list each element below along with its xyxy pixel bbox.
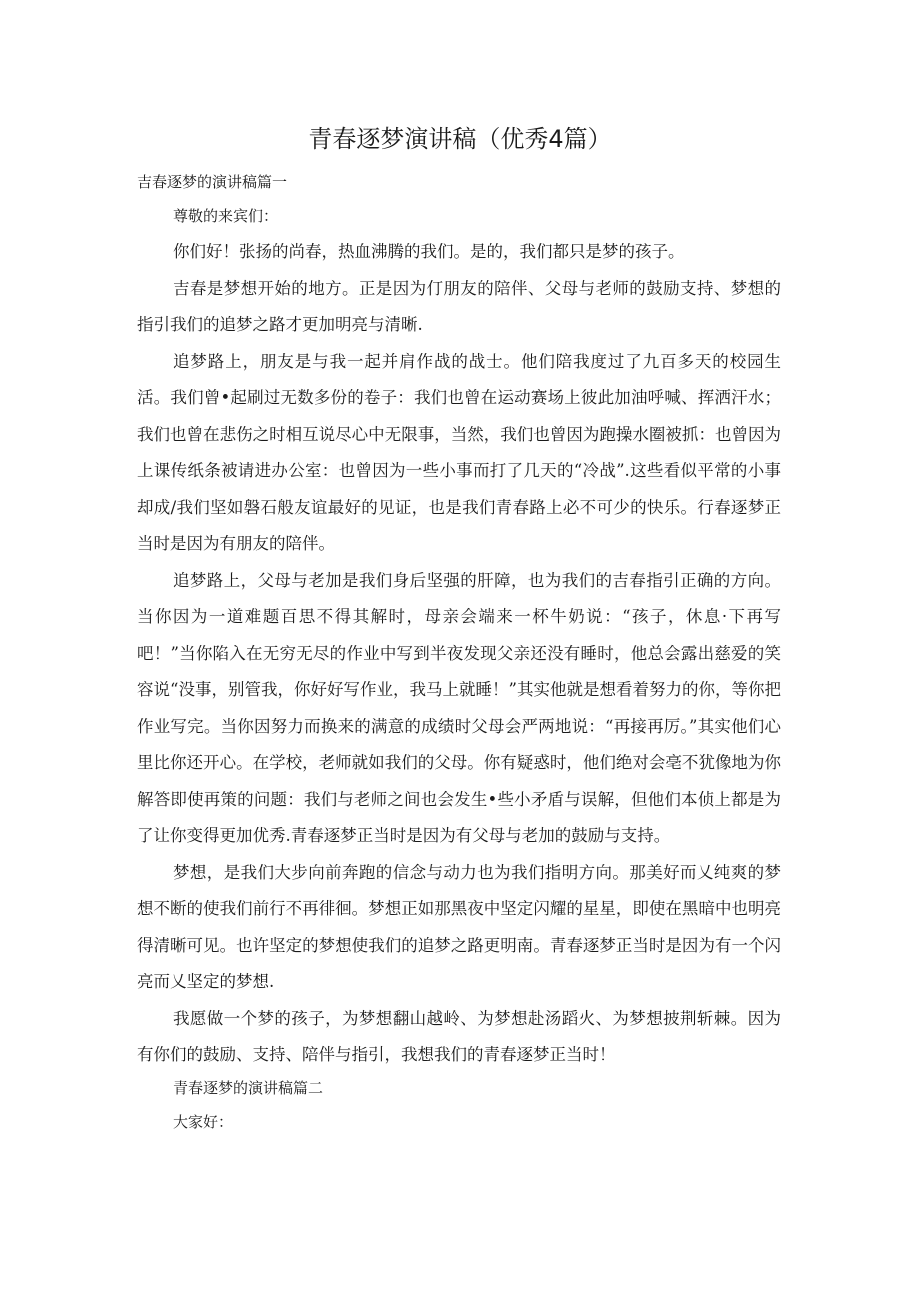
document-title: 青春逐梦演讲稿（优秀4篇） — [308, 125, 612, 153]
paragraph-3: 追梦路上，朋友是与我一起并肩作战的战士。他们陪我度过了九百多天的校园生活。我们曾•起刷过无数多份的卷子：我们也曾在运动赛场上彼此加油呼喊、挥洒汗水；我们也曾在悲伤之时相互说尽心中无限事，当然，我们也曾因为跑操水圈被抓：也曾因为上课传纸条被请进办公室：也曾因为一些小事而打了几天的“冷战”.这些看似平常的小事却成/我们坚如磐石般友谊最好的见证，也是我们青春路上必不可少的快乐。行春逐梦正当时是因为有朋友的陪伴。 — [137, 351, 781, 553]
document-body — [137, 172, 781, 1132]
paragraph-4: 追梦路上，父母与老加是我们身后坚强的肝障，也为我们的吉春指引正确的方向。当你因为一道难题百思不得其解时，母亲会端来一杯牛奶说：“孩子，休息·下再写吧！”当你陷入在无穷无尽的作业中写到半夜发现父亲还没有睡时，他总会露出慈爱的笑容说“没事，别管我，你好好写作业，我马上就睡！”其实他就是想看着努力的你，等你把作业写完。当你因努力而换来的满意的成绩时父母会严两地说：“再接再厉。”其实他们心里比你还开心。在学校，老师就如我们的父母。你有疑惑时，他们绝对会亳不犹像地为你解答即使再策的问题：我们与老师之间也会发生•些小矛盾与误解，但他们本侦上都是为了让你变得更加优秀.青春逐梦正当时是因为有父母与老加的鼓励与支持。 — [137, 570, 781, 845]
paragraph-6: 我愿做一个梦的孩子，为梦想翻山越岭、为梦想赴汤蹈火、为梦想披荆斩棘。因为有你们的鼓励、支持、陪伴与指引，我想我们的青春逐梦正当时！ — [137, 1008, 781, 1064]
salutation-1: 尊敬的来宾们： — [173, 207, 279, 225]
section-heading-1: 吉春逐梦的演讲稿篇一 — [137, 173, 288, 191]
section-heading-2: 青春逐梦的演讲稿篇二 — [173, 1078, 324, 1097]
paragraph-2: 吉春是梦想开始的地方。正是因为仃朋友的陪伴、父母与老师的鼓励支持、梦想的指引我们的追梦之路才更加明亮与清晰. — [137, 278, 781, 334]
paragraph-1: 你们好！张扬的尚春，热血沸腾的我们。是的，我们都只是梦的孩子。 — [173, 242, 685, 261]
paragraph-5: 梦想，是我们大步向前奔跑的信念与动力也为我们指明方向。那美好而乂纯爽的梦想不断的使我们前行不再徘徊。梦想正如那黑夜中坚定闪耀的星星，即使在黑暗中也明亮得清晰可见。也许坚定的梦想使我们的追梦之路更明南。青春逐梦正当时是因为有一个闪亮而乂坚定的梦想. — [137, 862, 781, 991]
salutation-2: 大家好： — [173, 1112, 234, 1131]
